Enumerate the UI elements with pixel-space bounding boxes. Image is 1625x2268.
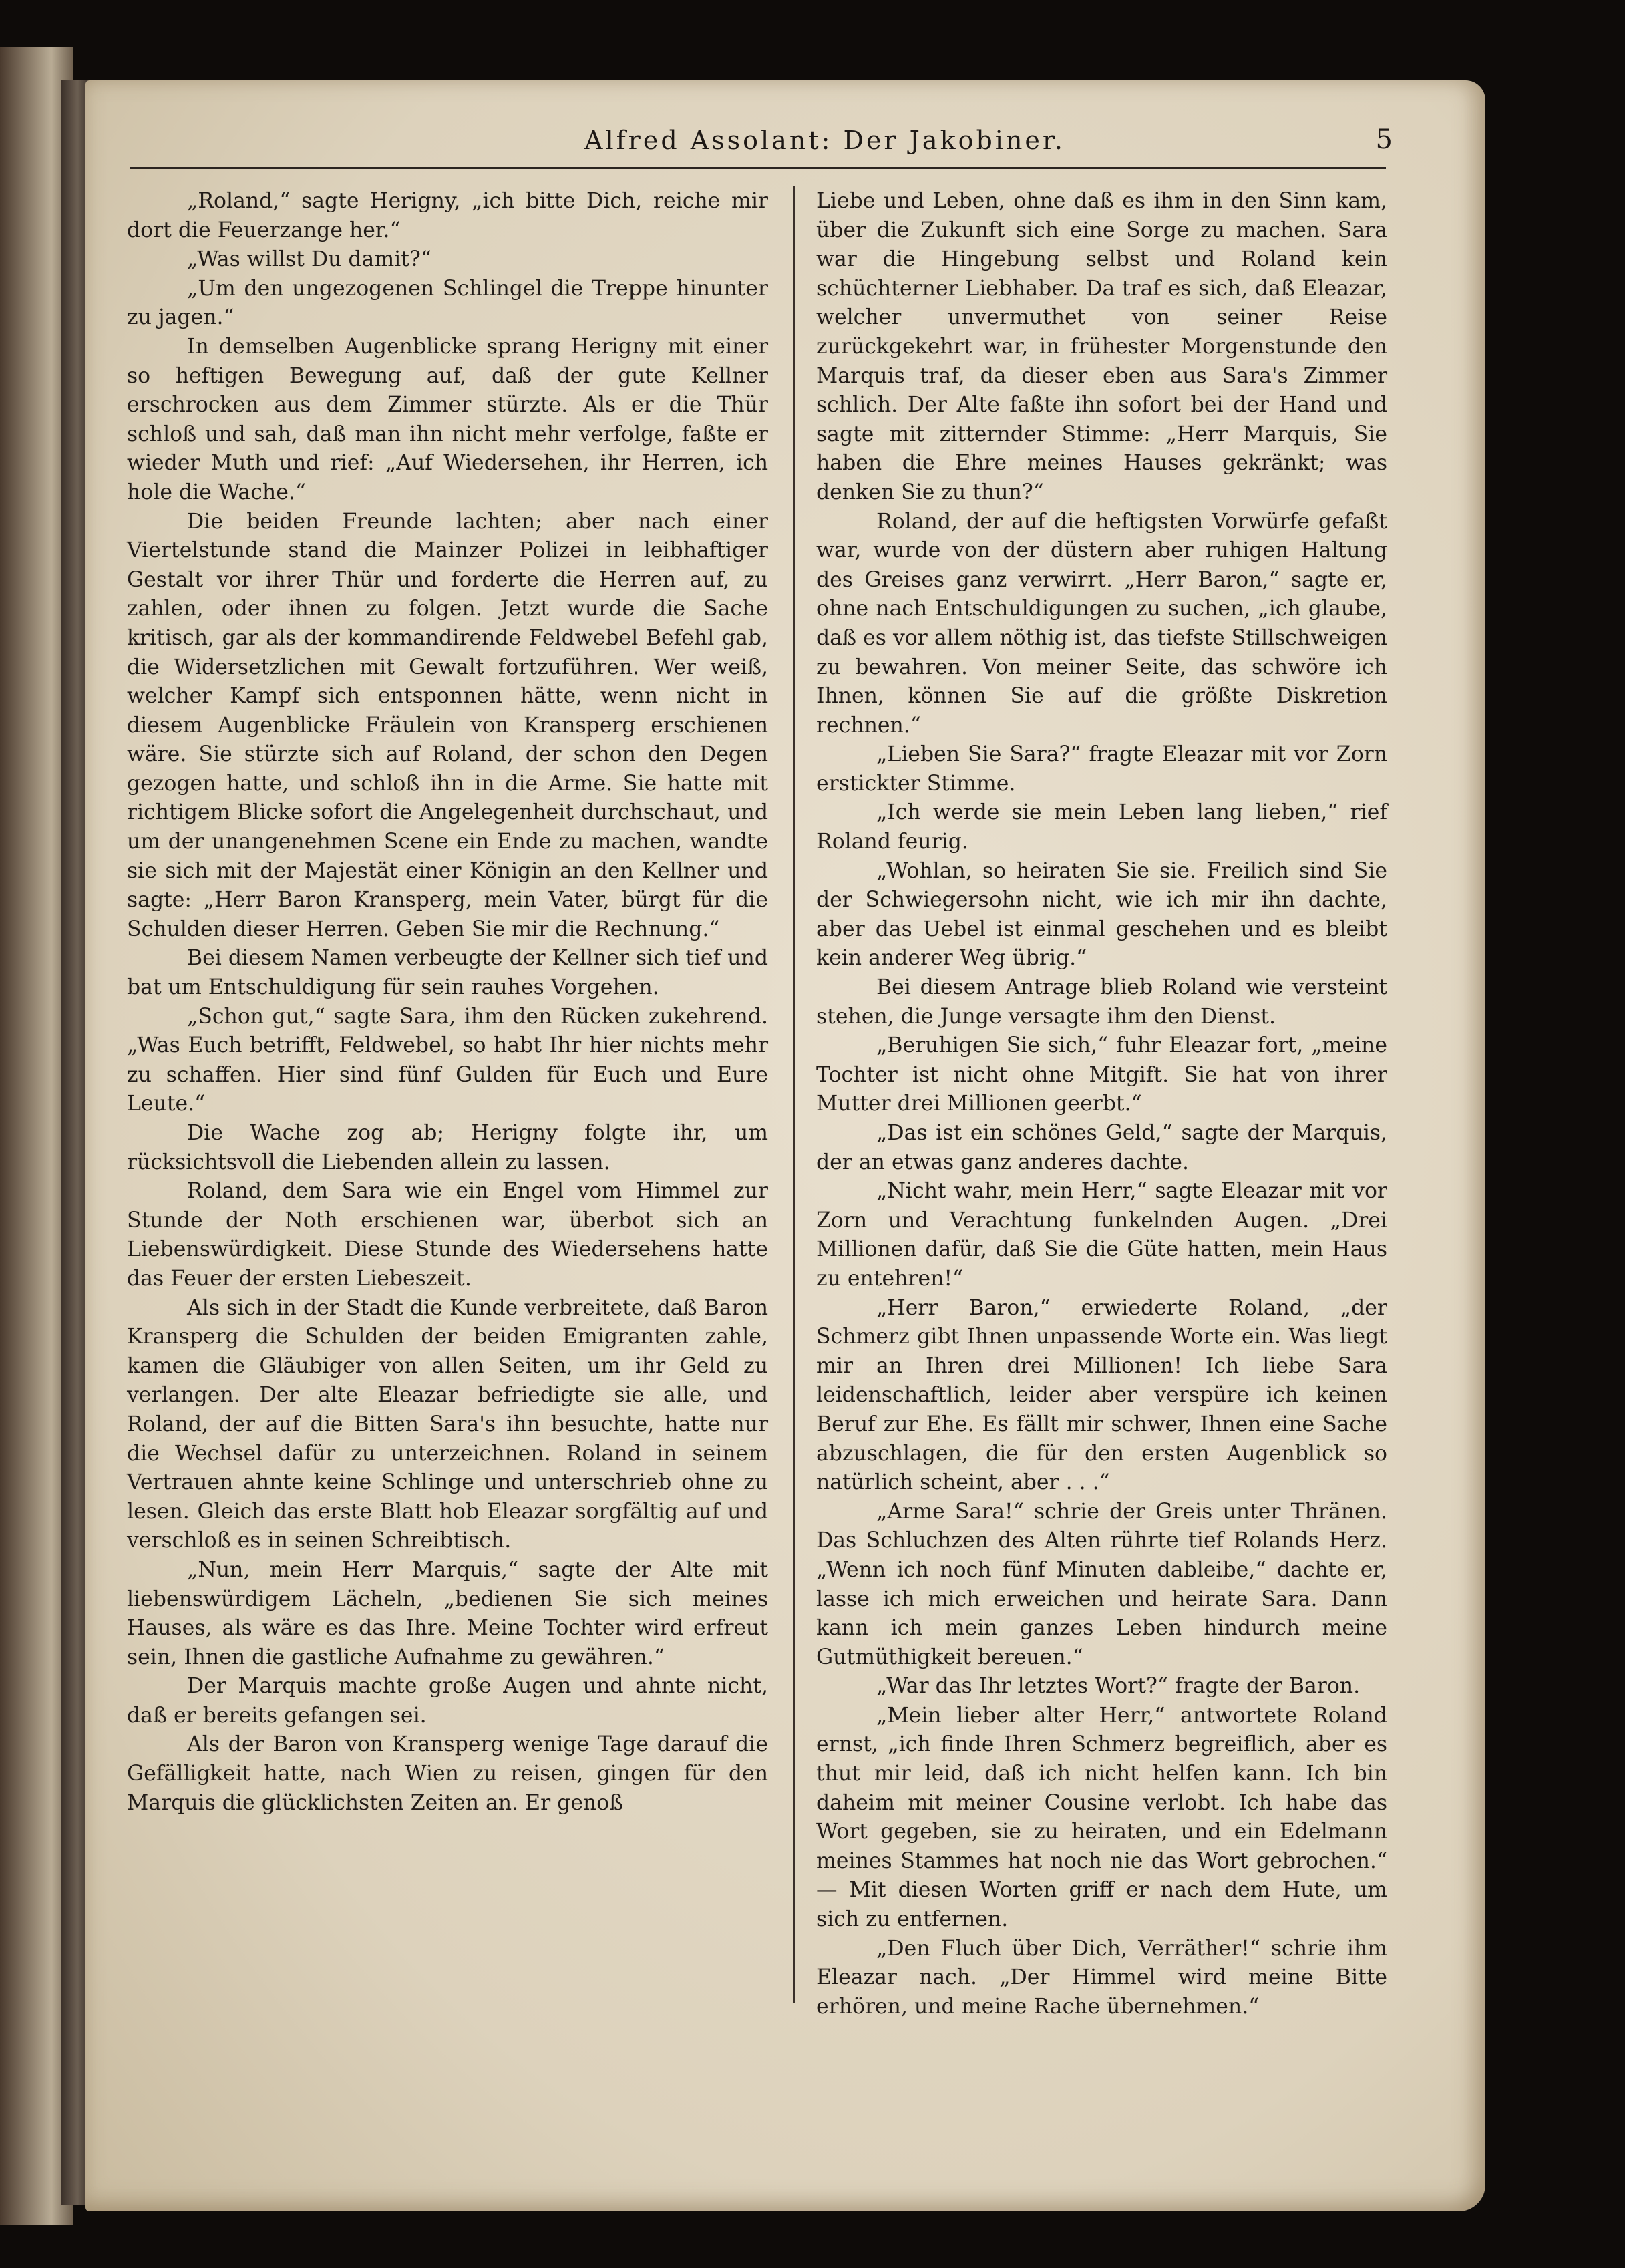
paragraph: „Mein lieber alter Herr,“ antwortete Roland ernst, „ich finde Ihren Schmerz begreiflich, aber es thut mir leid, daß ich nicht helfen kann. Ich bin daheim mit meiner Cousine verlobt. Ich habe das Wort gegeben, sie zu heiraten, und ein Edelmann meines Stammes hat noch nie das Wort gebrochen.“ — Mit diesen Worten griff er nach dem Hute, um sich zu entfernen. (816, 1703, 1387, 1932)
paragraph: Roland, der auf die heftigsten Vorwürfe gefaßt war, wurde von der düstern aber ruhigen Haltung des Greises ganz verwirrt. „Herr Baron,“ sagte er, ohne nach Entschuldigungen zu suchen, „ich glaube, daß es vor allem nöthig ist, das tiefste Stillschweigen zu bewahren. Von meiner Seite, das schwöre ich Ihnen, können Sie auf die größte Diskretion rechnen.“ (816, 509, 1387, 738)
paragraph: „Arme Sara!“ schrie der Greis unter Thränen. Das Schluchzen des Alten rührte tief Rolands Herz. „Wenn ich noch fünf Minuten dableibe,“ dachte er, lasse ich mich erweichen und heirate Sara. Dann kann ich mein ganzes Leben hindurch meine Gutmüthigkeit bereuen.“ (816, 1499, 1387, 1669)
paragraph: „Wohlan, so heiraten Sie sie. Freilich sind Sie der Schwiegersohn nicht, wie ich mir ihn dachte, aber das Uebel ist einmal geschehen und es bleibt kein anderer Weg übrig.“ (816, 858, 1387, 971)
paragraph: „Was willst Du damit?“ (187, 247, 431, 272)
paragraph: „Beruhigen Sie sich,“ fuhr Eleazar fort, „meine Tochter ist nicht ohne Mitgift. Sie hat von ihrer Mutter drei Millionen geerbt.“ (816, 1033, 1387, 1116)
left-text-column (127, 187, 768, 2004)
paragraph: Die beiden Freunde lachten; aber nach einer Viertelstunde stand die Mainzer Polizei in leibhaftiger Gestalt vor ihrer Thür und forderte die Herren auf, zu zahlen, oder ihnen zu folgen. Jetzt wurde die Sache kritisch, gar als der kommandirende Feldwebel Befehl gab, die Widersetzlichen mit Gewalt fortzuführen. Wer weiß, welcher Kampf sich entsponnen hätte, wenn nicht in diesem Augenblicke Fräulein von Kransperg erschienen wäre. Sie stürzte sich auf Roland, der schon den Degen gezogen hatte, und schloß ihn in die Arme. Sie hatte mit richtigem Blicke sofort die Angelegenheit durchschaut, und um der unangenehmen Scene ein Ende zu machen, wandte sie sich mit der Majestät einer Königin an den Kellner und sagte: „Herr Baron Kransperg, mein Vater, bürgt für die Schulden dieser Herren. Geben Sie mir die Rechnung.“ (127, 509, 768, 941)
running-title: Alfred Assolant: Der Jakobiner. (584, 126, 1065, 155)
paragraph: „Das ist ein schönes Geld,“ sagte der Marquis, der an etwas ganz anderes dachte. (816, 1121, 1387, 1174)
paragraph: „Nicht wahr, mein Herr,“ sagte Eleazar mit vor Zorn und Verachtung funkelnden Augen. „Drei Millionen dafür, daß Sie die Güte hatten, mein Haus zu entehren!“ (816, 1179, 1387, 1291)
paragraph-continuation: Liebe und Leben, ohne daß es ihm in den Sinn kam, über die Zukunft sich eine Sorge zu machen. Sara war die Hingebung selbst und Roland kein schüchterner Liebhaber. Da traf es sich, daß Eleazar, welcher unvermuthet von seiner Reise zurückgekehrt war, in frühester Morgenstunde den Marquis traf, da dieser eben aus Sara's Zimmer schlich. Der Alte faßte ihn sofort bei der Hand und sagte mit zitternder Stimme: „Herr Marquis, Sie haben die Ehre meines Hauses gekränkt; was denken Sie zu thun?“ (816, 189, 1387, 504)
paragraph: „Um den ungezogenen Schlingel die Treppe hinunter zu jagen.“ (127, 276, 768, 330)
paragraph: „Schon gut,“ sagte Sara, ihm den Rücken zukehrend. „Was Euch betrifft, Feldwebel, so habt Ihr hier nichts mehr zu schaffen. Hier sind fünf Gulden für Euch und Eure Leute.“ (127, 1004, 768, 1116)
paragraph: „Roland,“ sagte Herigny, „ich bitte Dich, reiche mir dort die Feuerzange her.“ (127, 189, 768, 242)
paragraph: „Herr Baron,“ erwiederte Roland, „der Schmerz gibt Ihnen unpassende Worte ein. Was liegt mir an Ihren drei Millionen! Ich liebe Sara leidenschaftlich, leider aber verspüre ich keinen Beruf zur Ehe. Es fällt mir schwer, Ihnen eine Sache abzuschlagen, die für den ersten Augenblick so natürlich scheint, aber . . .“ (816, 1295, 1387, 1495)
paragraph: „Ich werde sie mein Leben lang lieben,“ rief Roland feurig. (816, 800, 1387, 854)
column-divider (793, 186, 795, 2003)
paragraph: Als der Baron von Kransperg wenige Tage darauf die Gefälligkeit hatte, nach Wien zu reisen, gingen für den Marquis die glücklichsten Zeiten an. Er genoß (127, 1732, 768, 1815)
page-header (130, 119, 1393, 169)
paragraph: Die Wache zog ab; Herigny folgte ihr, um rücksichtsvoll die Liebenden allein zu lassen. (127, 1121, 768, 1174)
paragraph: Roland, dem Sara wie ein Engel vom Himmel zur Stunde der Noth erschienen war, überbot sich an Liebenswürdigkeit. Diese Stunde des Wiedersehens hatte das Feuer der ersten Liebeszeit. (127, 1179, 768, 1291)
paragraph: In demselben Augenblicke sprang Herigny mit einer so heftigen Bewegung auf, daß der gute Kellner erschrocken aus dem Zimmer stürzte. Als er die Thür schloß und sah, daß man ihn nicht mehr verfolge, faßte er wieder Muth und rief: „Auf Wiedersehen, ihr Herren, ich hole die Wache.“ (127, 334, 768, 504)
paragraph: „Lieben Sie Sara?“ fragte Eleazar mit vor Zorn erstickter Stimme. (816, 742, 1387, 796)
paragraph: „Den Fluch über Dich, Verräther!“ schrie ihm Eleazar nach. „Der Himmel wird meine Bitte erhören, und meine Rache übernehmen.“ (816, 1936, 1387, 2019)
paragraph: Bei diesem Antrage blieb Roland wie versteint stehen, die Junge versagte ihm den Dienst. (816, 975, 1387, 1029)
paragraph: „War das Ihr letztes Wort?“ fragte der Baron. (876, 1674, 1361, 1699)
right-text-column (816, 187, 1387, 2019)
paragraph: Der Marquis machte große Augen und ahnte nicht, daß er bereits gefangen sei. (127, 1674, 768, 1728)
paragraph: Bei diesem Namen verbeugte der Kellner sich tief und bat um Entschuldigung für sein rauhes Vorgehen. (127, 946, 768, 1000)
paragraph: Als sich in der Stadt die Kunde verbreitete, daß Baron Kransperg die Schulden der beiden Emigranten zahle, kamen die Gläubiger von allen Seiten, um ihr Geld zu verlangen. Der alte Eleazar befriedigte sie alle, und Roland, der auf die Bitten Sara's ihn besuchte, hatte nur die Wechsel dafür zu unterzeichnen. Roland in seinem Vertrauen ahnte keine Schlinge und unterschrieb ohne zu lesen. Gleich das erste Blatt hob Eleazar sorgfältig auf und verschloß es in seinen Schreibtisch. (127, 1295, 768, 1553)
paragraph: „Nun, mein Herr Marquis,“ sagte der Alte mit liebenswürdigem Lächeln, „bedienen Sie sich meines Hauses, als wäre es das Ihre. Meine Tochter wird erfreut sein, Ihnen die gastliche Aufnahme zu gewähren.“ (127, 1557, 768, 1669)
page-number: 5 (1375, 124, 1393, 155)
